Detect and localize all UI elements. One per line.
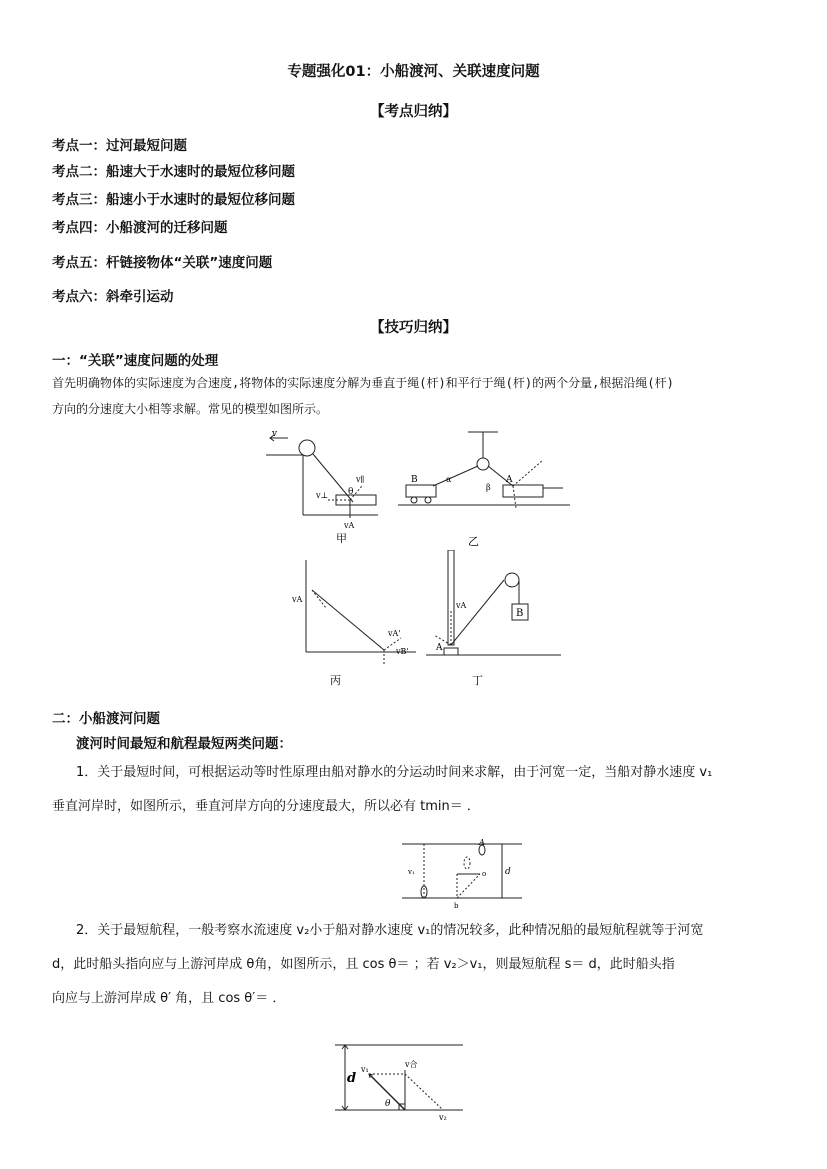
label-A: A [436, 643, 443, 653]
part1-heading: 一：“关联”速度问题的处理 [52, 353, 219, 369]
figure-river-shortest-time [402, 838, 527, 910]
kaodian-item: 考点六：斜牵引运动 [52, 289, 174, 305]
figure-ding [426, 550, 561, 655]
label-vB2: vB' [396, 647, 409, 656]
label-yi: 乙 [468, 535, 479, 548]
label-d: d [505, 867, 511, 877]
section-heading-jiqiao: 【技巧归纳】 [370, 320, 457, 336]
label-vA: vA [456, 601, 467, 610]
label-v2: v₂ [439, 1113, 447, 1122]
kaodian-item: 考点二：船速大于水速时的最短位移问题 [52, 164, 295, 180]
label-d: d [347, 1071, 357, 1086]
label-vA: vA [344, 521, 355, 530]
page-title: 专题强化01：小船渡河、关联速度问题 [287, 64, 540, 80]
part1-paragraph: 首先明确物体的实际速度为合速度,将物体的实际速度分解为垂直于绳(杆)和平行于绳(杆)的两个分量,根据沿绳(杆) 方向的分速度大小相等求解。常见的模型如图所示。 [52, 376, 674, 416]
label-ding: 丁 [472, 674, 483, 687]
kaodian-item: 考点四：小船渡河的迁移问题 [52, 220, 228, 236]
label-vperp: v⊥ [316, 491, 329, 500]
label-vA2: vA' [388, 629, 401, 638]
kaodian-item: 考点一：过河最短问题 [52, 138, 187, 154]
part2-heading: 二：小船渡河问题 [52, 711, 160, 727]
paragraph-shortest-time: 1．关于最短时间，可根据运动等时性原理由船对静水的分运动时间来求解，由于河宽一定，当船对静水速度 v₁ 垂直河岸时，如图所示，垂直河岸方向的分速度最大，所以必有 tmin＝ ． [52, 765, 713, 814]
figure-river-shortest-distance [335, 1040, 467, 1122]
label-v: v [272, 430, 278, 439]
paragraph-shortest-distance: 2．关于最短航程，一般考察水流速度 v₂小于船对静水速度 v₁的情况较多，此种情况船的最短航程就等于河宽 d，此时船头指向应与上游河岸成 θ角，如图所示，且 cos θ＝ ；若 v₂＞v₁，则最短航程 s＝ d，此时船头指 向应与上游河岸成 θ′ 角，且 cos θ′＝ ． [52, 923, 704, 1006]
label-B: B [411, 475, 418, 485]
label-vhe: v合 [405, 1060, 418, 1069]
figure-jia-yi [258, 430, 578, 550]
label-theta: θ [385, 1099, 391, 1109]
label-A: A [506, 475, 513, 485]
label-A: A [479, 838, 485, 847]
kaodian-item: 考点五：杆链接物体“关联”速度问题 [52, 255, 273, 271]
label-beta: β [486, 483, 491, 492]
label-v1: v₁ [408, 868, 415, 876]
label-theta: θ [348, 487, 354, 497]
label-v1: v₁ [361, 1065, 369, 1074]
label-b: b [454, 902, 459, 910]
figure-bing-ding [276, 550, 566, 690]
label-bing: 丙 [330, 674, 341, 687]
label-B: B [516, 608, 524, 619]
label-vpar: v∥ [356, 475, 365, 484]
kaodian-item: 考点三：船速小于水速时的最短位移问题 [52, 192, 295, 208]
figure-yi [398, 432, 570, 508]
label-jia: 甲 [336, 532, 347, 545]
label-alpha: α [446, 475, 452, 484]
label-o: o [482, 870, 487, 878]
section-heading-kaodian: 【考点归纳】 [370, 104, 457, 120]
label-vA: vA [292, 595, 303, 604]
part2-subheading: 渡河时间最短和航程最短两类问题： [76, 736, 292, 752]
